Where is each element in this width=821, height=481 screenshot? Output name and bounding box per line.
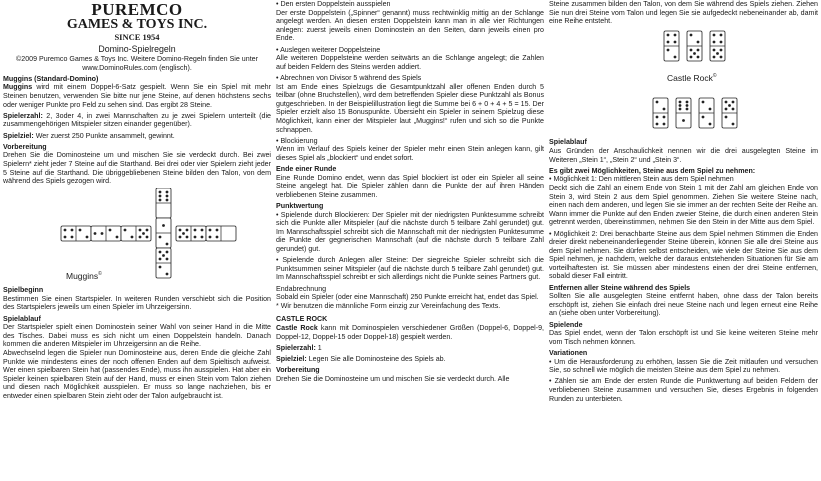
castle-rock-intro-cont: Steine zusammen bilden den Talon, von dem Sie während des Spiels ziehen. Ziehen Sie nun drei Steine vom Talon und legen Sie sie aufgedeckt nebeneinander ab, damit eine Reihe entsteht.: [549, 0, 818, 26]
muggins-prep-heading: Vorbereitung: [3, 142, 47, 151]
page-title: Domino-Spielregeln: [98, 44, 176, 54]
domino-tile: [176, 226, 206, 241]
domino-tile: [676, 98, 691, 128]
castle-rock-figure: [549, 28, 818, 138]
column-3: [549, 0, 818, 481]
castle-rock-goal: Spielziel: Legen Sie alle Dominosteine des Spiels ab.: [276, 354, 446, 363]
column-1: [3, 0, 271, 481]
domino-tile: [699, 98, 714, 128]
domino-tile: [206, 226, 236, 241]
final-text: Sobald ein Spieler (oder eine Mannschaft) 250 Punkte erreicht hat, endet das Spiel.: [276, 293, 539, 302]
cr-end-text: Das Spiel endet, wenn der Talon erschöpft ist und Sie keine weiteren Steine mehr vom Tisch nehmen können.: [549, 329, 818, 346]
cr-remove-heading: Entfernen aller Steine während des Spiels: [549, 283, 691, 292]
first-double-heading: • Den ersten Doppelstein ausspielen: [276, 0, 391, 8]
domino-tile: [91, 226, 121, 241]
more-doubles-heading: • Auslegen weiterer Doppelsteine: [276, 45, 381, 54]
scoring-text-1: • Spielende durch Blockieren: Der Spieler mit der niedrigsten Punktesumme schreibt sich die Punkte aller Mitspieler (auf die nächste durch 5 teilbare Zahl gerundet) gut. Im Mannschaftsspiel schreibt sich die Mannschaft mit der niedrigsten Punktesumme die Punkte der gegnerischen Mannschaft (auf die nächste durch 5 teilbare Zahl gerundet) gut.: [276, 210, 544, 253]
muggins-figure-label: Muggins©: [66, 271, 102, 282]
muggins-prep-text: Drehen Sie die Dominosteine um und mischen Sie sie verdeckt durch. Bei zwei Spielern* zieht jeder 7 Steine auf die Starthand. Bei drei oder vier Spielern zieht jeder 5 Steine auf die Starthand. Die übriggebliebenen Steine bilden den Talon, von dem während des Spiels gezogen wird.: [3, 151, 271, 186]
puremco-logo: [3, 1, 271, 42]
domino-tile: [61, 226, 91, 241]
castle-rock-heading: CASTLE ROCK: [276, 315, 328, 324]
domino-tile: [156, 188, 171, 218]
flow-heading: Spielablauf: [3, 314, 41, 323]
cr-option-2-text: • Möglichkeit 2: Drei benachbarte Steine aus dem Spiel nehmen Stimmen die Enden dreier direkt nebeneinanderliegender Steine überein, können Sie alle drei Steine aus dem Spiel nehmen. Sie dürfen selbst entscheiden, wie viele der Steine Sie aus dem Spiel nehmen, je nachdem, welche der daraus entstehenden Situationen für Sie am vorteilhaftesten ist. Sie müssen aber mindestens einen der drei Steine entfernen, sobald dieser Fall eintritt.: [549, 229, 818, 281]
final-heading: Endabrechnung: [276, 284, 327, 293]
block-heading: • Blockierung: [276, 136, 318, 145]
muggins-goal: Spielziel: Wer zuerst 250 Punkte ansammelt, gewinnt.: [3, 131, 175, 140]
muggins-intro: Muggins wird mit einem Doppel-6-Satz gespielt. Wenn Sie ein Spiel mit mehr Steinen benutzen, verwenden Sie bitte nur jene Steine, auf denen höchstens sechs oder weniger Punkte pro Feld zu sehen sind. Das ergibt 28 Steine.: [3, 83, 271, 109]
cr-end-heading: Spielende: [549, 320, 583, 329]
cr-remove-text: Sollten Sie alle ausgelegten Steine entfernt haben, ohne dass der Talon bereits erschöpft ist, ziehen Sie einfach drei neue Steine nach und legen erneut eine Reihe an (siehe oben unter Vorbereitung).: [549, 292, 818, 318]
more-doubles-text: Alle weiteren Doppelsteine werden seitwärts an die Schlange angelegt; die Zahlen auf beiden Feldern des Steins werden addiert.: [276, 54, 544, 71]
muggins-domino-illustration: [3, 188, 271, 286]
logo-line-2: GAMES & TOYS INC.: [66, 17, 208, 32]
divisor-text: Ist am Ende eines Spielzugs die Gesamtpunktzahl aller offenen Enden durch 5 teilbar (ohne Bruchstellen), wird dem betreffenden Spieler diese Punktzahl als Bonus gutgeschrieben. In der Beispielillustration liegt die Summe bei 6 + 0 + 4 + 5 = 15. Der Spieler erzielt also 15 Bonuspunkte. Übersieht ein Spieler in seinem Spielzug diese Möglichkeit, kann einer der Mitspieler laut „Muggins!“ rufen und sich so die Punkte schnappen.: [276, 82, 544, 134]
logo-line-1: PUREMCO: [91, 0, 183, 19]
flow-text-1: Der Startspieler spielt einen Dominostein seiner Wahl von seiner Hand in die Mitte des Tisches. Dabei muss es sich nicht um einen Doppelstein handeln. Danach kommen die anderen Mitspieler im Uhrzeigersinn an die Reihe.: [3, 323, 271, 349]
flow-text-2: Abwechselnd legen die Spieler nun Dominosteine aus, deren Ende die gleiche Zahl Punkte wie mindestens eines der noch offenen Enden auf dem Spieltisch aufweist. Wer einen spielbaren Stein hat (passendes Ende), muss ihn ausspielen. Hat aber ein Spieler keinen spielbaren Stein auf der Hand, muss er einen Stein vom Talon ziehen und diesen nach Möglichkeit ausspielen. Er muss so lange nachziehen, bis er entweder einen spielbaren Stein zieht oder der Talon aufgebraucht ist.: [3, 349, 271, 400]
castle-rock-players: Spielerzahl: 1: [276, 343, 322, 352]
domino-tile: [664, 31, 679, 61]
begin-text: Bestimmen Sie einen Startspieler. In weiteren Runden verschiebt sich die Position des Startspielers jeweils um einen Spieler im Uhrzeigersinn.: [3, 294, 271, 312]
copyright: ©2009 Puremco Games & Toys Inc. Weitere Domino-Regeln finden Sie unter www.DominoRules.com (englisch).: [16, 55, 258, 72]
logo-line-3: SINCE 1954: [114, 32, 160, 42]
scoring-heading: Punktwertung: [276, 202, 324, 211]
block-text: Wenn im Verlauf des Spiels keiner der Spieler mehr einen Stein anlegen kann, gilt dieses Spiel als „blockiert“ und endet sofort.: [276, 145, 544, 162]
domino-tile: [687, 31, 702, 61]
castle-rock-domino-illustration: [549, 28, 818, 138]
cr-variation-1: • Um die Herausforderung zu erhöhen, lassen Sie die Zeit mitlaufen und versuchen Sie, so schnell wie möglich die meisten Steine aus dem Spiel zu nehmen.: [549, 357, 818, 375]
column-2: [276, 0, 544, 481]
round-end-heading: Ende einer Runde: [276, 165, 337, 174]
cr-option-1-heading: • Möglichkeit 1: Den mittleren Stein aus dem Spiel nehmen: [549, 175, 734, 184]
cr-variation-2: • Zählen sie am Ende der ersten Runde die Punktwertung auf beiden Feldern der verbliebenen Steine zusammen und versuchen Sie, dieses Ergebnis in folgenden Runden zu unterbieten.: [549, 377, 818, 403]
domino-tile: [156, 248, 171, 278]
round-end-text: Eine Runde Domino endet, wenn das Spiel blockiert ist oder ein Spieler all seine Steine angelegt hat. Die Spieler zählen dann die Punkte der auf ihren Händen verbliebenen Steine zusammen.: [276, 173, 544, 199]
divisor-heading: • Abrechnen von Divisor 5 während des Spiels: [276, 73, 422, 82]
cr-options-heading: Es gibt zwei Möglichkeiten, Steine aus dem Spiel zu nehmen:: [549, 166, 756, 175]
cr-flow-heading: Spielablauf: [549, 138, 587, 147]
begin-heading: Spielbeginn: [3, 286, 44, 295]
muggins-heading: Muggins (Standard-Domino): [3, 74, 99, 83]
cr-flow-text: Aus Gründen der Anschaulichkeit nennen wir die drei ausgelegten Steine im Weiteren „Stein 1“, „Stein 2“ und „Stein 3“.: [549, 146, 818, 164]
cr-option-1-text: Deckt sich die Zahl an einem Ende von Stein 1 mit der Zahl am gleichen Ende von Stein 3, wird Stein 2 aus dem Spiel genommen. Ziehen Sie weitere Steine nach, einen nach dem anderen, und legen Sie sie immer an der rechten Seite der Reihe an. Wann immer die Punkte auf den Enden zweier Steine, die durch einen anderen Stein getrennt werden, übereinstimmen, nehmen Sie den Stein in der Mitte aus dem Spiel.: [549, 183, 818, 227]
castle-rock-prep-text: Drehen Sie die Dominosteine um und mischen Sie sie verdeckt durch. Alle: [276, 374, 510, 383]
domino-tile: [653, 98, 668, 128]
scoring-text-2: • Spielende durch Anlegen aller Steine: Der siegreiche Spieler schreibt sich die Punktsummen seiner Mitspieler (auf die nächste durch 5 teilbare Zahl gerundet) gut. Im Mannschaftsspiel schreibt er sich allerdings nicht die Punkte seines Partners gut.: [276, 256, 544, 282]
castle-rock-figure-label: Castle Rock©: [667, 73, 717, 84]
castle-rock-intro: Castle Rock kann mit Dominospielen verschiedener Größen (Doppel-6, Doppel-9, Doppel-12, Doppel-15 oder Doppel-18) gespielt werden.: [276, 323, 544, 341]
domino-tile: [710, 31, 725, 61]
muggins-players: Spielerzahl: 2, 3oder 4, in zwei Mannschaften zu je zwei Spielern unterteilt (die zusammengehörigen Mitspieler sitzen einander gegenüber).: [3, 111, 271, 129]
first-double-text: Der erste Doppelstein („Spinner“ genannt) muss rechtwinklig mittig an der Schlange angelegt werden. An diesen ersten Doppelstein kann man in alle vier Richtungen anlegen: zuerst jeweils einen Dominostein an den Seiten, dann jeweils einen pro Ende.: [276, 8, 544, 43]
domino-tile: [156, 218, 171, 248]
domino-tile: [121, 226, 151, 241]
muggins-figure: [3, 188, 271, 286]
footnote: * Wir benutzen die männliche Form einzig zur Vereinfachung des Texts.: [276, 301, 501, 310]
castle-rock-prep-heading: Vorbereitung: [276, 366, 320, 375]
domino-tile: [722, 98, 737, 128]
cr-variations-heading: Variationen: [549, 349, 588, 357]
